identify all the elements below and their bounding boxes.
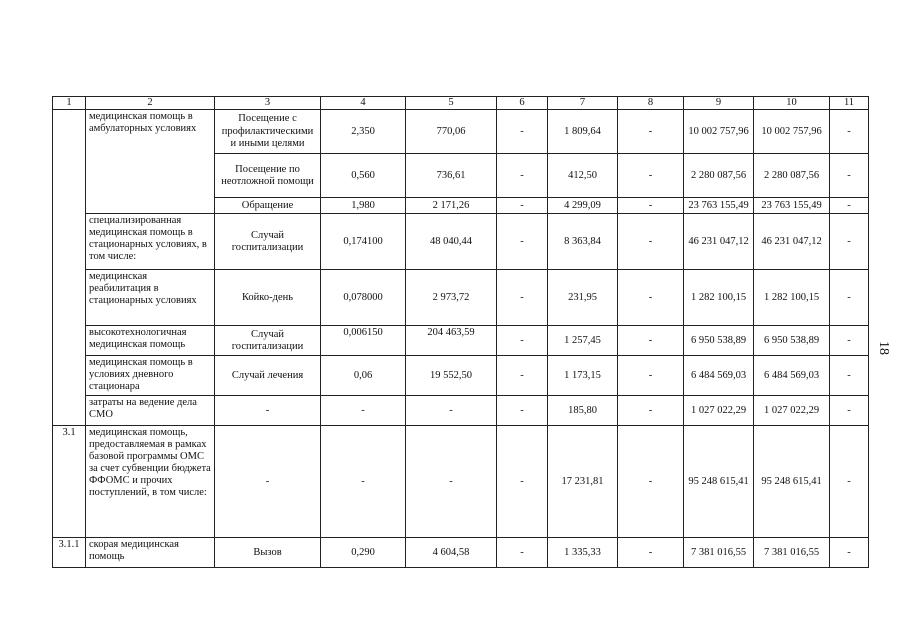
value-cell: 17 231,81: [548, 426, 618, 538]
value-cell: 23 763 155,49: [684, 198, 754, 214]
value-cell: -: [830, 426, 869, 538]
unit-cell: -: [215, 426, 321, 538]
value-cell: 1 335,33: [548, 538, 618, 568]
value-cell: -: [618, 270, 684, 326]
value-cell: 10 002 757,96: [684, 110, 754, 154]
value-cell: -: [321, 426, 406, 538]
value-cell: -: [618, 426, 684, 538]
row-number-cell: 3.1.1: [53, 538, 86, 568]
value-cell: -: [497, 198, 548, 214]
value-cell: 7 381 016,55: [754, 538, 830, 568]
value-cell: 7 381 016,55: [684, 538, 754, 568]
value-cell: 185,80: [548, 396, 618, 426]
description-cell: медицинская помощь в амбулаторных условиях: [86, 110, 215, 214]
value-cell: 2 280 087,56: [684, 154, 754, 198]
value-cell: 0,06: [321, 356, 406, 396]
value-cell: 6 950 538,89: [754, 326, 830, 356]
table-row: [53, 396, 869, 426]
value-cell: 770,06: [406, 110, 497, 154]
value-cell: 1,980: [321, 198, 406, 214]
value-cell: -: [618, 198, 684, 214]
unit-cell: Обращение: [215, 198, 321, 214]
table-row: [53, 110, 869, 154]
header-cell: 6: [497, 97, 548, 110]
header-cell: 2: [86, 97, 215, 110]
value-cell: -: [497, 214, 548, 270]
value-cell: 412,50: [548, 154, 618, 198]
value-cell: 95 248 615,41: [684, 426, 754, 538]
value-cell: 46 231 047,12: [684, 214, 754, 270]
value-cell: 6 484 569,03: [684, 356, 754, 396]
value-cell: 46 231 047,12: [754, 214, 830, 270]
description-cell: затраты на ведение дела СМО: [86, 396, 215, 426]
value-cell: 1 173,15: [548, 356, 618, 396]
value-cell: -: [830, 270, 869, 326]
header-cell: 7: [548, 97, 618, 110]
value-cell: -: [618, 154, 684, 198]
value-cell: -: [497, 538, 548, 568]
value-cell: 1 809,64: [548, 110, 618, 154]
value-cell: 6 950 538,89: [684, 326, 754, 356]
value-cell: 6 484 569,03: [754, 356, 830, 396]
value-cell: -: [618, 396, 684, 426]
value-cell: 19 552,50: [406, 356, 497, 396]
value-cell: -: [830, 356, 869, 396]
value-cell: 736,61: [406, 154, 497, 198]
header-cell: 8: [618, 97, 684, 110]
header-cell: 5: [406, 97, 497, 110]
value-cell: -: [618, 538, 684, 568]
unit-cell: Койко-день: [215, 270, 321, 326]
value-cell: -: [830, 198, 869, 214]
value-cell: -: [830, 154, 869, 198]
table-row: [53, 326, 869, 356]
value-cell: 1 282 100,15: [754, 270, 830, 326]
value-cell: -: [830, 538, 869, 568]
unit-cell: -: [215, 396, 321, 426]
unit-cell: Случай госпитализации: [215, 326, 321, 356]
table-row: [53, 214, 869, 270]
row-number-cell: [53, 110, 86, 426]
value-cell: -: [406, 396, 497, 426]
value-cell: -: [497, 396, 548, 426]
value-cell: 231,95: [548, 270, 618, 326]
page-number: 18: [876, 341, 891, 355]
value-cell: 1 257,45: [548, 326, 618, 356]
value-cell: -: [618, 356, 684, 396]
header-cell: 9: [684, 97, 754, 110]
description-cell: высокотехнологичная медицинская помощь: [86, 326, 215, 356]
value-cell: 8 363,84: [548, 214, 618, 270]
value-cell: -: [618, 214, 684, 270]
value-cell: 2,350: [321, 110, 406, 154]
value-cell: 1 282 100,15: [684, 270, 754, 326]
value-cell: 2 171,26: [406, 198, 497, 214]
table-row: [53, 538, 869, 568]
value-cell: 95 248 615,41: [754, 426, 830, 538]
description-cell: медицинская реабилитация в стационарных условиях: [86, 270, 215, 326]
value-cell: -: [406, 426, 497, 538]
value-cell: -: [618, 110, 684, 154]
value-cell: -: [830, 214, 869, 270]
description-cell: медицинская помощь, предоставляемая в рамках базовой программы ОМС за счет субвенции бюджета ФФОМС и прочих поступлений, в том числе:: [86, 426, 215, 538]
value-cell: -: [830, 110, 869, 154]
value-cell: 0,078000: [321, 270, 406, 326]
header-cell: 3: [215, 97, 321, 110]
description-cell: скорая медицинская помощь: [86, 538, 215, 568]
value-cell: 0,174100: [321, 214, 406, 270]
value-cell: 0,560: [321, 154, 406, 198]
row-number-cell: 3.1: [53, 426, 86, 538]
unit-cell: Посещение по неотложной помощи: [215, 154, 321, 198]
description-cell: специализированная медицинская помощь в стационарных условиях, в том числе:: [86, 214, 215, 270]
data-table: [52, 96, 869, 568]
value-cell: 23 763 155,49: [754, 198, 830, 214]
header-cell: 10: [754, 97, 830, 110]
value-cell: 48 040,44: [406, 214, 497, 270]
value-cell: 1 027 022,29: [684, 396, 754, 426]
header-cell: 1: [53, 97, 86, 110]
value-cell: -: [497, 110, 548, 154]
table-row: [53, 426, 869, 538]
table-row: [53, 270, 869, 326]
unit-cell: Вызов: [215, 538, 321, 568]
value-cell: 0,006150: [321, 326, 406, 356]
value-cell: 10 002 757,96: [754, 110, 830, 154]
value-cell: -: [497, 326, 548, 356]
value-cell: -: [497, 154, 548, 198]
value-cell: 4 299,09: [548, 198, 618, 214]
unit-cell: Посещение с профилактическими и иными целями: [215, 110, 321, 154]
value-cell: -: [497, 270, 548, 326]
value-cell: -: [497, 426, 548, 538]
value-cell: -: [497, 356, 548, 396]
value-cell: -: [830, 396, 869, 426]
description-cell: медицинская помощь в условиях дневного стационара: [86, 356, 215, 396]
value-cell: -: [321, 396, 406, 426]
value-cell: 1 027 022,29: [754, 396, 830, 426]
header-cell: 4: [321, 97, 406, 110]
table-row: [53, 356, 869, 396]
header-row: [53, 97, 869, 110]
value-cell: -: [618, 326, 684, 356]
value-cell: -: [830, 326, 869, 356]
value-cell: 204 463,59: [406, 326, 497, 356]
header-cell: 11: [830, 97, 869, 110]
unit-cell: Случай лечения: [215, 356, 321, 396]
value-cell: 2 280 087,56: [754, 154, 830, 198]
value-cell: 2 973,72: [406, 270, 497, 326]
value-cell: 0,290: [321, 538, 406, 568]
unit-cell: Случай госпитализации: [215, 214, 321, 270]
value-cell: 4 604,58: [406, 538, 497, 568]
